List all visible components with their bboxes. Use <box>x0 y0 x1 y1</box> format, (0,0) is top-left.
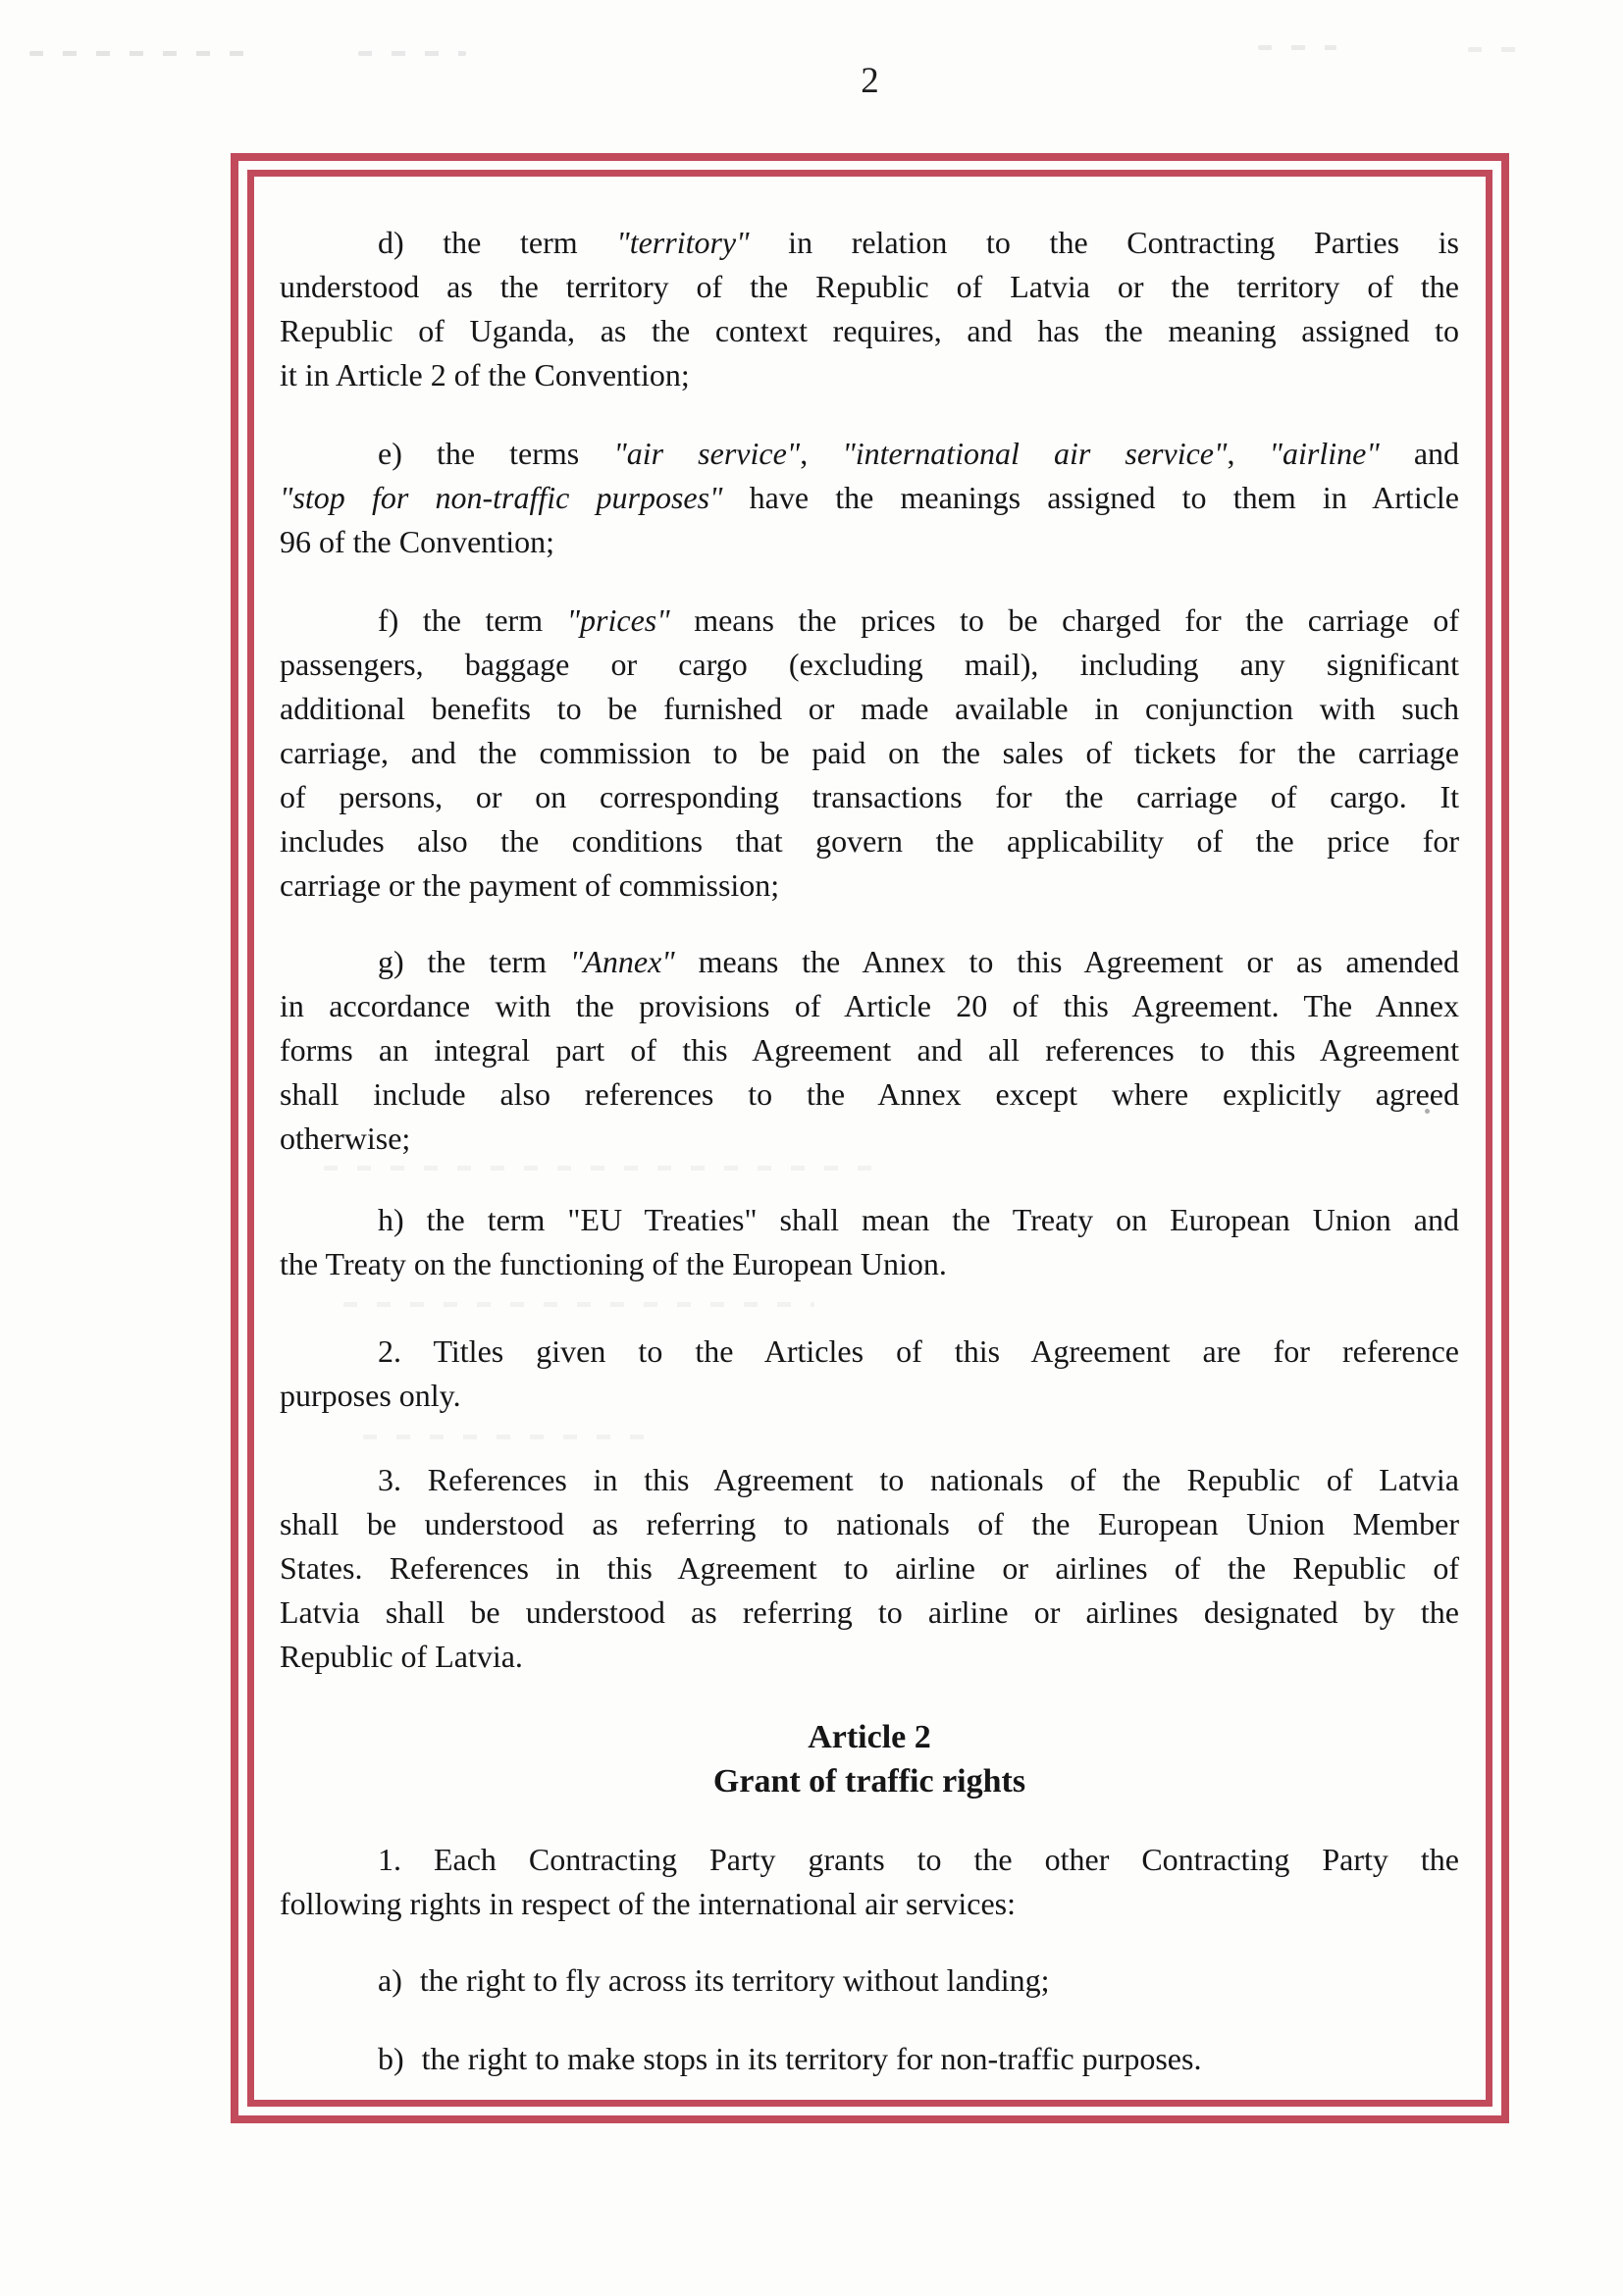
text-line: b) the right to make stops in its territory for non-traffic purposes. <box>378 2041 1202 2076</box>
text-line: shall include also references to the Annex except where explicitly agreed <box>280 1076 1459 1112</box>
text-line: additional benefits to be furnished or made available in conjunction with such <box>280 691 1459 726</box>
text-line: otherwise; <box>280 1121 411 1156</box>
para-2 <box>280 1330 1459 1418</box>
text-line: Latvia shall be understood as referring to airline or airlines designated by the <box>280 1594 1459 1630</box>
para-d <box>280 221 1459 397</box>
text-line: following rights in respect of the international air services: <box>280 1886 1016 1921</box>
text-line: shall be understood as referring to nationals of the European Union Member <box>280 1506 1459 1541</box>
text-line: it in Article 2 of the Convention; <box>280 357 690 392</box>
text-line: purposes only. <box>280 1378 461 1413</box>
text-line: Republic of Uganda, as the context requires, and has the meaning assigned to <box>280 313 1459 348</box>
scan-artifact <box>358 51 466 56</box>
text-line: carriage, and the commission to be paid on the sales of tickets for the carriage <box>280 735 1459 770</box>
text-line: e) the terms "air service", "international air service", "airline" and <box>378 436 1460 471</box>
text-line: includes also the conditions that govern the applicability of the price for <box>280 823 1459 859</box>
para-1 <box>280 1838 1459 1926</box>
text-line: 96 of the Convention; <box>280 524 554 559</box>
text-line: g) the term "Annex" means the Annex to this Agreement or as amended <box>378 944 1459 979</box>
scan-artifact <box>1258 45 1336 50</box>
scan-artifact <box>1468 47 1529 52</box>
text-line: carriage or the payment of commission; <box>280 867 780 903</box>
para-e <box>280 432 1459 564</box>
text-line: passengers, baggage or cargo (excluding mail), including any significant <box>280 647 1459 682</box>
text-line: f) the term "prices" means the prices to be charged for the carriage of <box>378 602 1460 638</box>
text-line: "stop for non-traffic purposes" have the meanings assigned to them in Article <box>280 480 1460 515</box>
para-g <box>280 940 1459 1161</box>
text-line: States. References in this Agreement to airline or airlines of the Republic of <box>280 1550 1459 1586</box>
text-line: understood as the territory of the Republic of Latvia or the territory of the <box>280 269 1459 304</box>
para-f <box>280 599 1459 908</box>
text-line: d) the term "territory" in relation to the Contracting Parties is <box>378 225 1460 260</box>
text-line: forms an integral part of this Agreement and all references to this Agreement <box>280 1032 1459 1068</box>
page-number: 2 <box>861 61 879 101</box>
text-line: in accordance with the provisions of Article 20 of this Agreement. The Annex <box>280 988 1459 1023</box>
text-line: the Treaty on the functioning of the European Union. <box>280 1246 947 1281</box>
para-3 <box>280 1458 1459 1679</box>
item-a <box>280 1958 1557 2003</box>
text-line: 1. Each Contracting Party grants to the other Contracting Party the <box>378 1842 1459 1877</box>
text-line: of persons, or on corresponding transactions for the carriage of cargo. It <box>280 779 1459 814</box>
text-line: Republic of Latvia. <box>280 1639 523 1674</box>
text-line: Grant of traffic rights <box>712 1763 1026 1800</box>
text-line: 2. Titles given to the Articles of this Agreement are for reference <box>378 1333 1459 1369</box>
text-line: Article 2 <box>808 1719 931 1755</box>
heading-article-2 <box>280 1715 1459 1803</box>
para-h <box>280 1198 1459 1286</box>
text-line: h) the term "EU Treaties" shall mean the Treaty on European Union and <box>378 1202 1459 1237</box>
scan-artifact <box>29 51 245 56</box>
item-b <box>280 2037 1557 2081</box>
text-line: a) the right to fly across its territory without landing; <box>378 1962 1050 1998</box>
text-line: 3. References in this Agreement to nationals of the Republic of Latvia <box>378 1462 1459 1497</box>
